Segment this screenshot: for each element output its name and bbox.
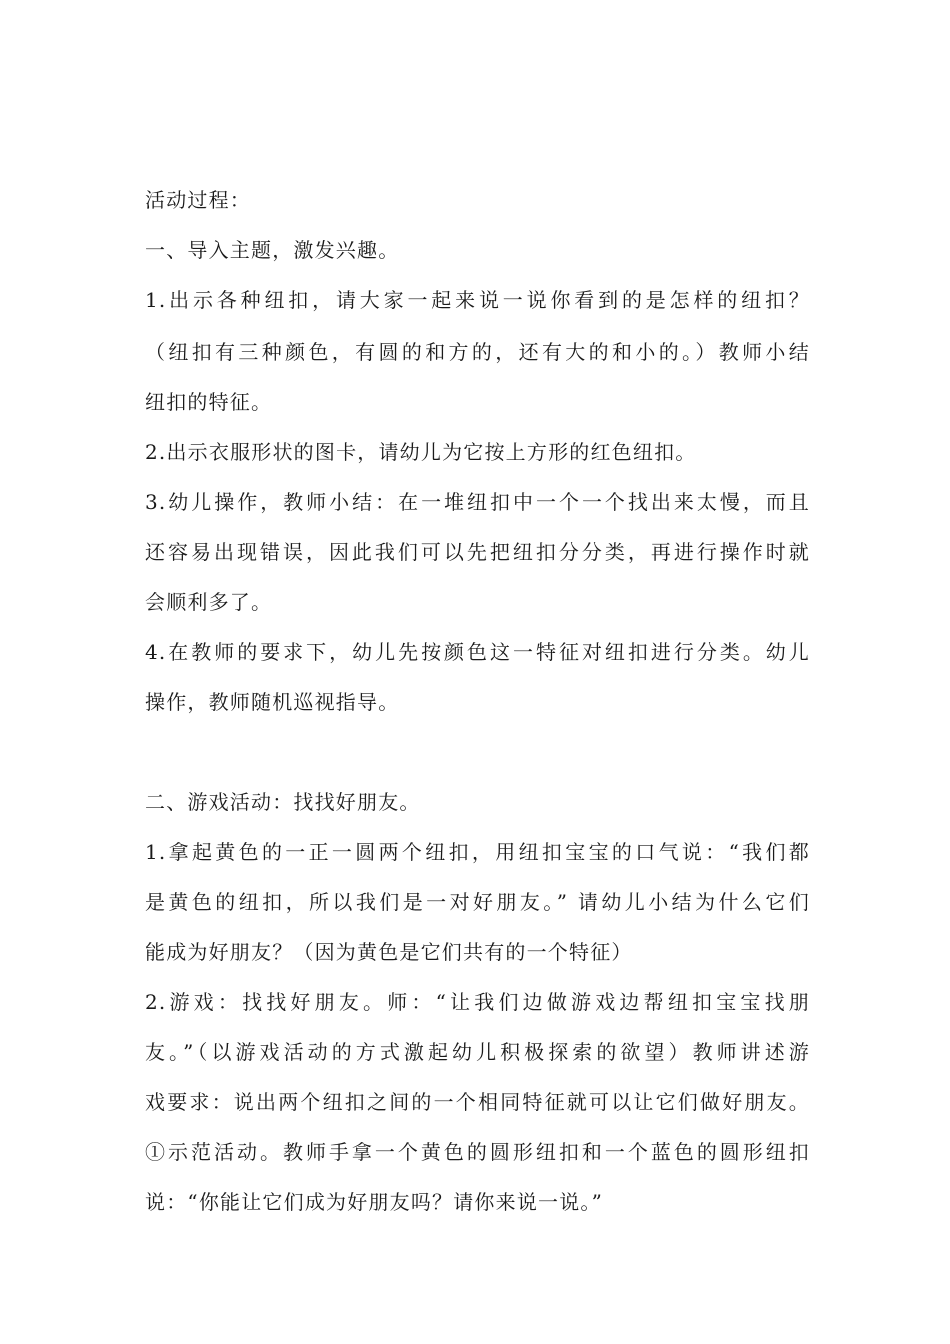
section-heading-2: 二、游戏活动：找找好朋友。	[145, 790, 421, 814]
paragraph-line: 会顺利多了。	[145, 590, 273, 614]
paragraph-line: 能成为好朋友？（因为黄色是它们共有的一个特征）	[145, 940, 633, 964]
paragraph-line: 1.拿起黄色的一正一圆两个纽扣，用纽扣宝宝的口气说：“我们都	[145, 840, 810, 864]
paragraph-line: 3.幼儿操作，教师小结：在一堆纽扣中一个一个找出来太慢，而且	[145, 490, 810, 514]
paragraph-line: （纽扣有三种颜色，有圆的和方的，还有大的和小的。）教师小结	[145, 340, 810, 364]
paragraph-line: 1.出示各种纽扣，请大家一起来说一说你看到的是怎样的纽扣？	[145, 288, 810, 312]
section-heading-activity-process: 活动过程：	[145, 188, 251, 212]
paragraph-line: 友。”（以游戏活动的方式激起幼儿积极探索的欲望）教师讲述游	[145, 1040, 810, 1064]
section-heading-1: 一、导入主题，激发兴趣。	[145, 238, 400, 262]
paragraph-line: 戏要求：说出两个纽扣之间的一个相同特征就可以让它们做好朋友。	[145, 1090, 810, 1114]
paragraph-line: 2.出示衣服形状的图卡，请幼儿为它按上方形的红色纽扣。	[145, 440, 697, 464]
paragraph-line: ①示范活动。教师手拿一个黄色的圆形纽扣和一个蓝色的圆形纽扣	[145, 1140, 810, 1164]
paragraph-line: 是黄色的纽扣，所以我们是一对好朋友。” 请幼儿小结为什么它们	[145, 890, 810, 914]
paragraph-line: 说：“你能让它们成为好朋友吗？请你来说一说。”	[145, 1190, 604, 1214]
paragraph-line: 4.在教师的要求下，幼儿先按颜色这一特征对纽扣进行分类。幼儿	[145, 640, 810, 664]
paragraph-line: 还容易出现错误，因此我们可以先把纽扣分分类，再进行操作时就	[145, 540, 810, 564]
paragraph-line: 2.游戏：找找好朋友。师：“让我们边做游戏边帮纽扣宝宝找朋	[145, 990, 810, 1014]
paragraph-line: 纽扣的特征。	[145, 390, 273, 414]
paragraph-line: 操作，教师随机巡视指导。	[145, 690, 400, 714]
